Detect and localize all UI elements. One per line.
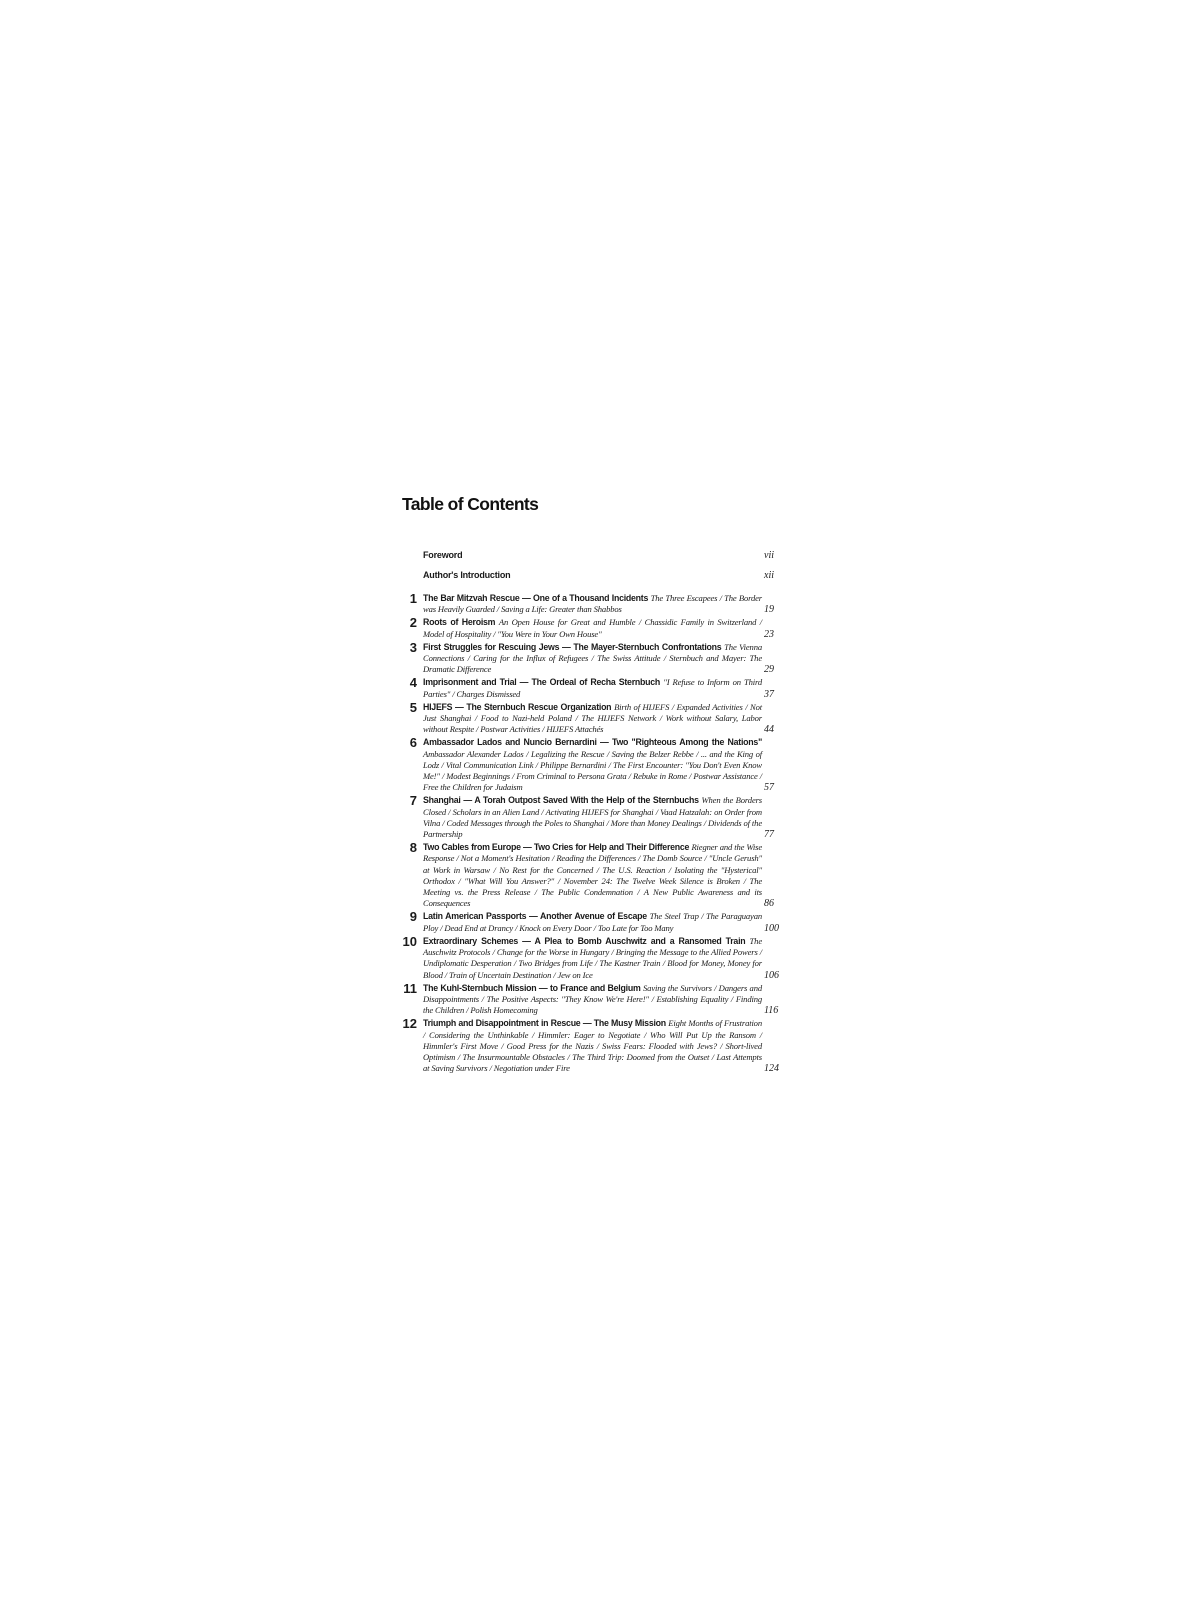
chapter-number: 2 [409,615,417,631]
chapter-subtitles: Eight Months of Frustration / Considering the Unthinkable / Himmler: Eager to Negotiate / Who Will Put Up the Ransom / Himmler's First Move / Good Press for the Nazis / Swiss Fears: Flooded with Jews? / Short-lived Optimism / The Insurmountable Obstacles / The Third Trip: Doomed from the Outset / Last Attempts at Saving Survivors / Negotiation under Fire [423,1018,762,1074]
chapter-page-number: 106 [764,969,779,981]
chapter-page-number: 116 [764,1005,779,1017]
entry-label: Foreword [423,550,463,560]
chapter-title: Extraordinary Schemes — A Plea to Bomb Auschwitz and a Ransomed Train [423,935,750,946]
chapter-title: HIJEFS — The Sternbuch Rescue Organization [423,701,615,712]
chapter-page-number: 23 [764,628,774,640]
chapter-number: 10 [402,933,417,949]
chapter-text [423,936,762,981]
toc-entry-authors-introduction [423,570,790,590]
chapter-entry-8 [400,842,790,909]
chapter-page-number: 57 [764,782,774,794]
chapter-title: Latin American Passports — Another Avenue of Escape [423,911,650,922]
chapter-number: 5 [409,699,417,715]
chapter-page-number: 37 [764,688,774,700]
chapter-entry-7 [400,795,790,840]
chapter-text [423,593,762,615]
chapter-number: 6 [409,735,417,751]
chapter-subtitles: Ambassador Alexander Lados / Legalizing the Rescue / Saving the Belzer Rebbe / ... and the King of Lodz / Vital Communication Link / Philippe Bernardini / The First Encounter: "You Don't Even Know Me!" / Modest Beginnings / From Criminal to Persona Grata / Rebuke in Rome / Postwar Assistance / Free the Children for Judaism [423,748,762,793]
chapter-title: Shanghai — A Torah Outpost Saved With the Help of the Sternbuchs [423,795,702,806]
chapter-text [423,795,762,840]
chapter-page-number: 44 [764,724,774,736]
toc-entry-foreword [423,550,790,570]
chapter-number: 9 [409,909,417,925]
chapter-title: Ambassador Lados and Nuncio Bernardini — Two "Righteous Among the Nations" [423,737,762,748]
chapter-number: 3 [409,639,417,655]
chapter-page-number: 100 [764,922,779,934]
chapter-text [423,983,762,1017]
table-of-contents [400,494,790,1076]
chapter-title: Roots of Heroism [423,617,499,628]
chapter-title: The Bar Mitzvah Rescue — One of a Thousand Incidents [423,593,651,603]
chapter-text [423,737,762,793]
chapter-subtitles: When the Borders Closed / Scholars in an Alien Land / Activating HIJEFS for Shanghai / Vaad Hatzalah: on Order from Vilna / Coded Messages through the Poles to Shanghai / More than Money Dealings / Dividends of the Partnership [423,795,763,840]
chapter-entry-12 [400,1018,790,1074]
chapter-title: Two Cables from Europe — Two Cries for Help and Their Difference [423,842,692,853]
chapter-number: 11 [403,980,417,996]
chapter-number: 8 [409,840,417,856]
chapter-text [423,911,762,933]
chapter-page-number: 19 [764,604,774,616]
chapter-subtitles: The Vienna Connections / Caring for the Influx of Refugees / The Swiss Attitude / Sternbuch and Mayer: The Dramatic Difference [423,641,762,675]
chapter-entry-5 [400,699,790,736]
chapter-subtitles: The Three Escapees / The Border was Heavily Guarded / Saving a Life: Greater than Shabbos [423,593,763,615]
chapter-entry-1 [400,593,790,615]
chapter-number: 4 [409,675,417,691]
chapter-title: Triumph and Disappointment in Rescue — The Musy Mission [423,1018,669,1029]
chapter-subtitles: Birth of HIJEFS / Expanded Activities / Not Just Shanghai / Food to Nazi-held Poland / The HIJEFS Network / Work without Salary, Labor without Respite / Postwar Activities / HIJEFS Attachés [423,701,762,735]
chapter-entry-9 [400,911,790,933]
chapter-subtitles: Riegner and the Wise Response / Not a Moment's Hesitation / Reading the Differences / The Domb Source / "Uncle Gerush" at Work in Warsaw / No Rest for the Concerned / The U.S. Reaction / Isolating the "Hysterical" Orthodox / "What Will You Answer?" / November 24: The Twelve Week Silence is Broken / The Meeting vs. the Press Release / The Public Condemnation / A New Public Awareness and its Consequences [423,842,762,909]
chapter-number: 1 [409,591,417,606]
entry-label: Author's Introduction [423,570,511,580]
chapter-entry-6 [400,737,790,793]
chapter-page-number: 86 [764,898,774,910]
chapter-subtitles: "I Refuse to Inform on Third Parties" / Charges Dismissed [423,677,762,699]
chapter-entry-4 [400,677,790,699]
chapter-entry-3 [400,639,790,676]
chapter-entry-2 [400,617,790,639]
chapter-entry-11 [400,980,790,1017]
chapter-entry-10 [400,933,790,981]
chapter-page-number: 77 [764,829,774,841]
chapter-text [423,617,762,639]
chapter-subtitles: The Steel Trap / The Paraguayan Ploy / Dead End at Drancy / Knock on Every Door / Too Late for Too Many [423,911,762,933]
chapter-text [423,642,762,676]
chapter-list [400,593,790,1074]
chapter-subtitles: Saving the Survivors / Dangers and Disappointments / The Positive Aspects: "They Know We're Here!" / Establishing Equality / Finding the Children / Polish Homecoming [423,982,762,1016]
chapter-text [423,1018,762,1074]
chapter-number: 12 [402,1016,417,1032]
chapter-subtitles: An Open House for Great and Humble / Chassidic Family in Switzerland / Model of Hospitality / "You Were in Your Own House" [423,617,763,639]
chapter-page-number: 124 [764,1063,779,1075]
chapter-page-number: 29 [764,664,774,676]
chapter-subtitles: The Auschwitz Protocols / Change for the Worse in Hungary / Bringing the Message to the Allied Powers / Undiplomatic Desperation / Two Bridges from Life / The Kastner Train / Blood for Money, Money for Blood / Train of Uncertain Destination / Jew on Ice [423,935,762,980]
entry-page-number: xii [764,570,774,581]
entry-page-number: vii [764,550,774,561]
chapter-title: The Kuhl-Sternbuch Mission — to France and Belgium [423,982,644,993]
chapter-text [423,677,762,699]
chapter-text [423,842,762,909]
chapter-text [423,702,762,736]
chapter-number: 7 [409,793,417,809]
page-title: Table of Contents [402,494,539,514]
chapter-title: First Struggles for Rescuing Jews — The Mayer-Sternbuch Confrontations [423,641,725,652]
chapter-title: Imprisonment and Trial — The Ordeal of Recha Sternbuch [423,677,664,688]
